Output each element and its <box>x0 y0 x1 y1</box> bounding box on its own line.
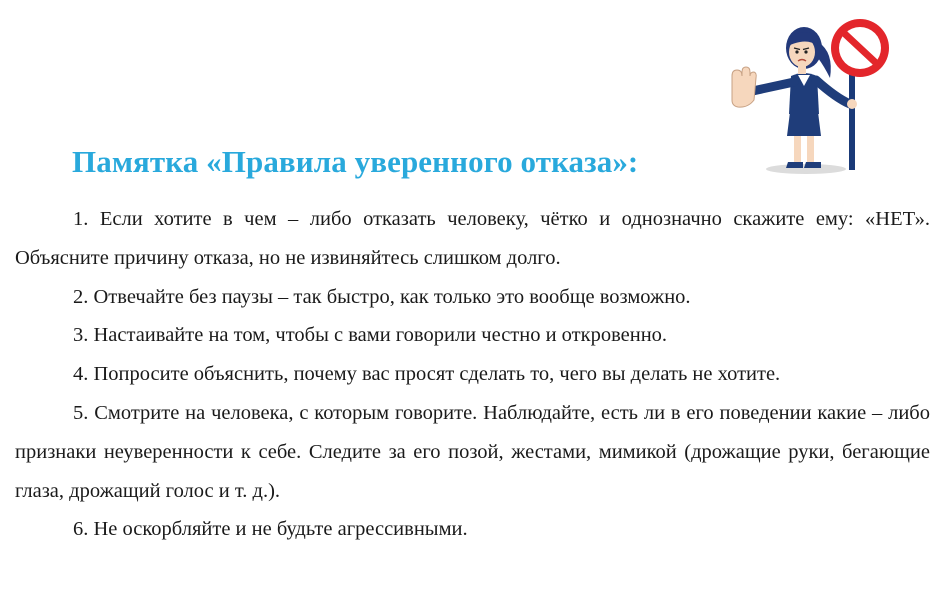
rule-item-2: 2. Отвечайте без паузы – так быстро, как только это вообще возможно. <box>73 285 691 308</box>
rule-item-3: 3. Настаивайте на том, чтобы с вами говорили честно и откровенно. <box>73 324 668 347</box>
sign-pole <box>849 70 855 170</box>
rule-item-1: 1. Если хотите в чем – либо отказать человеку, чётко и однозначно скажите ему: «НЕТ». Объясните причину отказа, но не извиняйтесь слишком долго. <box>15 208 930 269</box>
rule-item-6: 6. Не оскорбляйте и не будьте агрессивными. <box>73 518 468 541</box>
hand-right <box>847 99 857 109</box>
rules-list <box>15 200 930 549</box>
eye-left <box>795 50 798 53</box>
page-title: Памятка «Правила уверенного отказа»: <box>72 144 639 179</box>
shoe-right <box>804 162 821 168</box>
stop-sign-woman-icon <box>718 12 898 177</box>
rule-item-4: 4. Попросите объяснить, почему вас просят сделать то, чего вы делать не хотите. <box>73 363 781 386</box>
stop-hand <box>732 67 756 107</box>
rule-item-5: 5. Смотрите на человека, с которым говорите. Наблюдайте, есть ли в его поведении какие – либо признаки неуверенности к себе. Следите за его позой, жестами, мимикой (дрожащие руки, бегающие глаза, дрожащий голос и т. д.). <box>15 401 930 502</box>
neck <box>798 66 806 74</box>
eye-right <box>804 50 807 53</box>
skirt <box>787 112 821 136</box>
shoe-left <box>786 162 803 168</box>
ponytail <box>818 42 831 78</box>
arm-right <box>816 80 850 104</box>
